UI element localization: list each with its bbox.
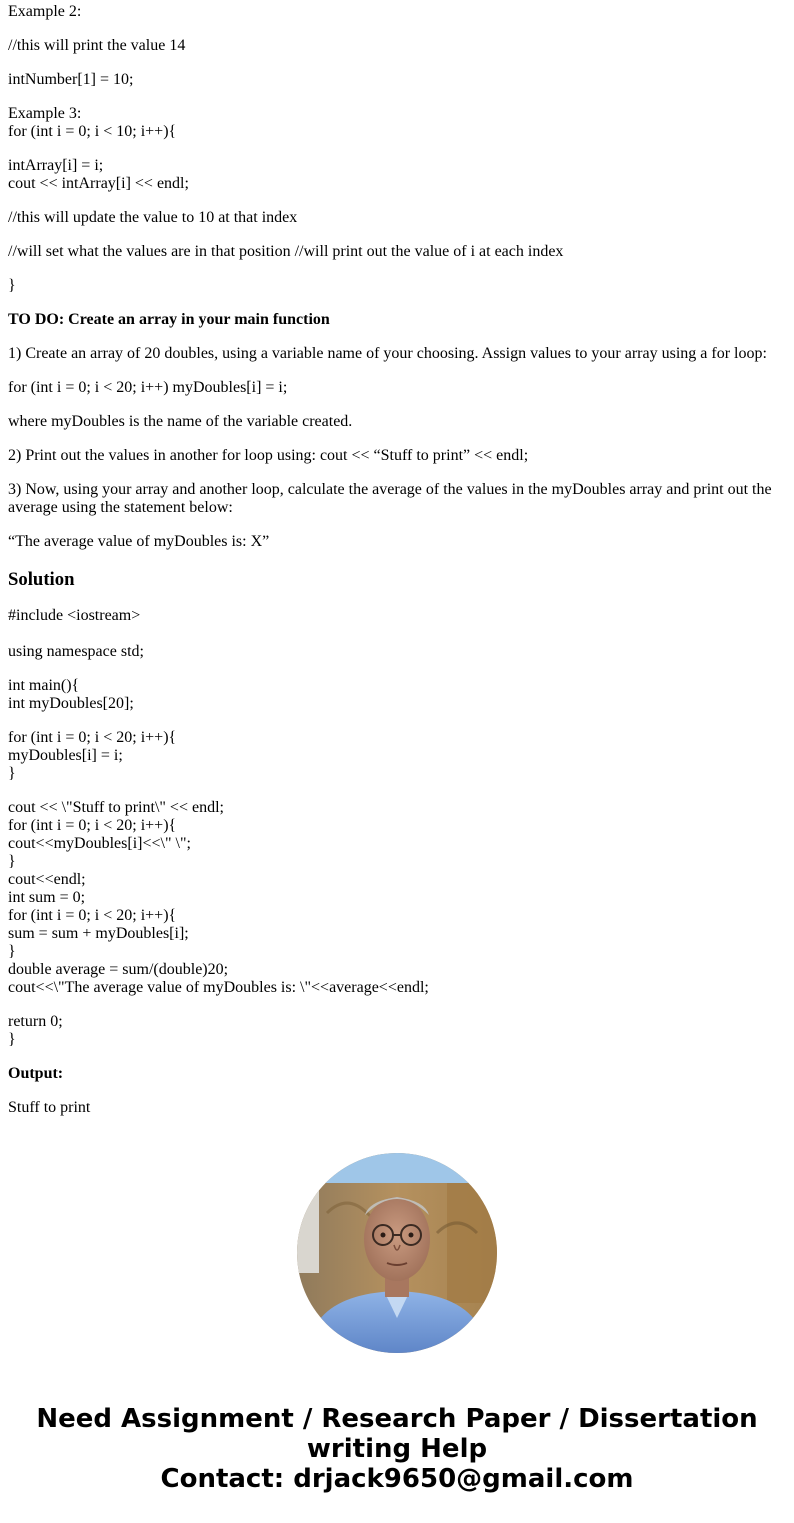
- code-block4: [8, 1013, 786, 1049]
- example3-for-line: for (int i = 0; i < 10; i++){: [8, 123, 177, 140]
- code-line: for (int i = 0; i < 20; i++){: [8, 729, 177, 746]
- code-line: cout<<endl;: [8, 871, 86, 888]
- code-line: }: [8, 1031, 16, 1048]
- example2-heading: Example 2:: [8, 3, 82, 20]
- solution-heading: Solution: [8, 569, 75, 590]
- code-line: }: [8, 943, 16, 960]
- code-block1: [8, 677, 786, 713]
- output-text: Stuff to print: [8, 1099, 91, 1116]
- example3-body: [8, 157, 786, 193]
- todo-step1-code: for (int i = 0; i < 20; i++) myDoubles[i] = i;: [8, 379, 288, 396]
- output-label-text: Output:: [8, 1065, 64, 1082]
- example3-assign-line: intArray[i] = i;: [8, 157, 104, 174]
- example2-comment: //this will print the value 14: [8, 37, 186, 54]
- example3-close-brace: }: [8, 277, 16, 294]
- example3-cout-line: cout << intArray[i] << endl;: [8, 175, 189, 192]
- example3-block: [8, 105, 786, 141]
- code-line: cout << \"Stuff to print\" << endl;: [8, 799, 224, 816]
- promo-line-1: Need Assignment / Research Paper / Dissertation: [36, 1404, 758, 1434]
- todo-statement: “The average value of myDoubles is: X”: [8, 533, 270, 550]
- document-body: [8, 3, 786, 1133]
- example3-comment2: //will set what the values are in that position //will print out the value of i at each index: [8, 243, 564, 260]
- todo-heading-text: TO DO: Create an array in your main function: [8, 311, 330, 328]
- code-line: double average = sum/(double)20;: [8, 961, 229, 978]
- author-photo: [297, 1153, 497, 1353]
- code-block2: [8, 729, 786, 783]
- output-label: [8, 1065, 786, 1083]
- code-line: }: [8, 765, 16, 782]
- example3-comment1: //this will update the value to 10 at that index: [8, 209, 298, 226]
- todo-step2: 2) Print out the values in another for loop using: cout << “Stuff to print” << endl;: [8, 447, 529, 464]
- code-block3: [8, 799, 786, 997]
- code-namespace: using namespace std;: [8, 643, 144, 660]
- code-line: int main(){: [8, 677, 80, 694]
- code-line: cout<<myDoubles[i]<<\" \";: [8, 835, 191, 852]
- example3-heading: Example 3:: [8, 105, 82, 122]
- promo-banner: [0, 1404, 794, 1494]
- promo-line-2: writing Help: [306, 1434, 488, 1464]
- code-line: for (int i = 0; i < 20; i++){: [8, 907, 177, 924]
- code-line: sum = sum + myDoubles[i];: [8, 925, 189, 942]
- code-line: int sum = 0;: [8, 889, 86, 906]
- code-line: for (int i = 0; i < 20; i++){: [8, 817, 177, 834]
- todo-step3: 3) Now, using your array and another loop, calculate the average of the values in the myDoubles array and print out the average using the statement below:: [8, 481, 772, 516]
- code-line: cout<<\"The average value of myDoubles is: \"<<average<<endl;: [8, 979, 429, 996]
- code-line: int myDoubles[20];: [8, 695, 134, 712]
- code-line: }: [8, 853, 16, 870]
- code-include: #include <iostream>: [8, 607, 141, 624]
- example2-code: intNumber[1] = 10;: [8, 71, 134, 88]
- portrait-image: [297, 1153, 497, 1353]
- promo-contact: Contact: drjack9650@gmail.com: [160, 1464, 634, 1494]
- code-line: myDoubles[i] = i;: [8, 747, 123, 764]
- todo-heading: [8, 311, 786, 329]
- todo-step1: 1) Create an array of 20 doubles, using a variable name of your choosing. Assign values to your array using a for loop:: [8, 345, 767, 362]
- todo-step1-note: where myDoubles is the name of the variable created.: [8, 413, 353, 430]
- code-line: return 0;: [8, 1013, 63, 1030]
